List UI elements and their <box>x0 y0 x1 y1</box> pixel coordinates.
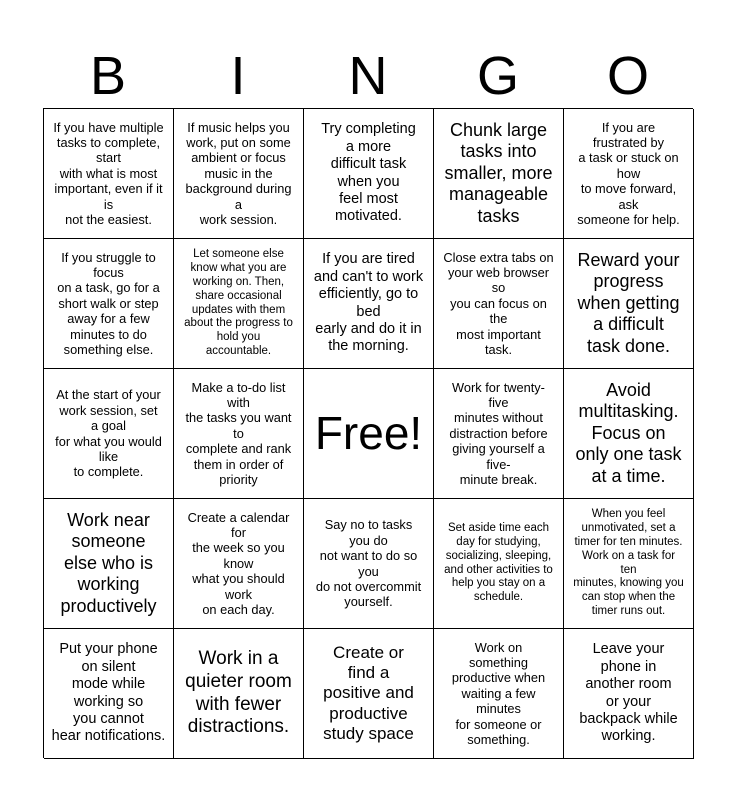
bingo-cell[interactable]: When you feel unmotivated, set a timer for ten minutes. Work on a task for ten minutes, knowing you can stop when the timer runs out. <box>564 499 694 629</box>
bingo-board <box>43 108 693 758</box>
header-letter-o: O <box>606 46 649 106</box>
bingo-cell[interactable]: Make a to-do list with the tasks you want to complete and rank them in order of priority <box>174 369 304 499</box>
bingo-cell[interactable]: Work for twenty- five minutes without distraction before giving yourself a five- minute break. <box>434 369 564 499</box>
bingo-cell[interactable]: Create a calendar for the week so you know what you should work on each day. <box>174 499 304 629</box>
bingo-cell[interactable]: If you have multiple tasks to complete, start with what is most important, even if it is not the easiest. <box>44 109 174 239</box>
bingo-cell[interactable]: If you struggle to focus on a task, go for a short walk or step away for a few minutes to do something else. <box>44 239 174 369</box>
free-space-cell[interactable]: Free! <box>304 369 434 499</box>
bingo-cell[interactable]: If you are frustrated by a task or stuck on how to move forward, ask someone for help. <box>564 109 694 239</box>
bingo-cell[interactable]: Try completing a more difficult task when you feel most motivated. <box>304 109 434 239</box>
header-letter-n: N <box>348 46 388 106</box>
bingo-cell[interactable]: Chunk large tasks into smaller, more manageable tasks <box>434 109 564 239</box>
bingo-cell[interactable]: Avoid multitasking. Focus on only one task at a time. <box>564 369 694 499</box>
header-letter-b: B <box>89 46 127 106</box>
bingo-cell[interactable]: Create or find a positive and productive study space <box>304 629 434 759</box>
bingo-cell[interactable]: Work in a quieter room with fewer distractions. <box>174 629 304 759</box>
bingo-cell[interactable]: Set aside time each day for studying, socializing, sleeping, and other activities to help you stay on a schedule. <box>434 499 564 629</box>
bingo-cell[interactable]: Let someone else know what you are working on. Then, share occasional updates with them about the progress to hold you accountable. <box>174 239 304 369</box>
bingo-cell[interactable]: Leave your phone in another room or your backpack while working. <box>564 629 694 759</box>
bingo-cell[interactable]: If music helps you work, put on some ambient or focus music in the background during a work session. <box>174 109 304 239</box>
bingo-cell[interactable]: Work near someone else who is working productively <box>44 499 174 629</box>
bingo-cell[interactable]: Put your phone on silent mode while working so you cannot hear notifications. <box>44 629 174 759</box>
bingo-cell[interactable]: If you are tired and can't to work efficiently, go to bed early and do it in the morning. <box>304 239 434 369</box>
bingo-cell[interactable]: Reward your progress when getting a difficult task done. <box>564 239 694 369</box>
bingo-cell[interactable]: Work on something productive when waiting a few minutes for someone or something. <box>434 629 564 759</box>
bingo-cell[interactable]: Close extra tabs on your web browser so you can focus on the most important task. <box>434 239 564 369</box>
bingo-cell[interactable]: At the start of your work session, set a goal for what you would like to complete. <box>44 369 174 499</box>
header-letter-g: G <box>476 46 519 106</box>
header-letter-i: I <box>230 46 246 106</box>
bingo-cell[interactable]: Say no to tasks you do not want to do so you do not overcommit yourself. <box>304 499 434 629</box>
bingo-header <box>43 44 693 108</box>
